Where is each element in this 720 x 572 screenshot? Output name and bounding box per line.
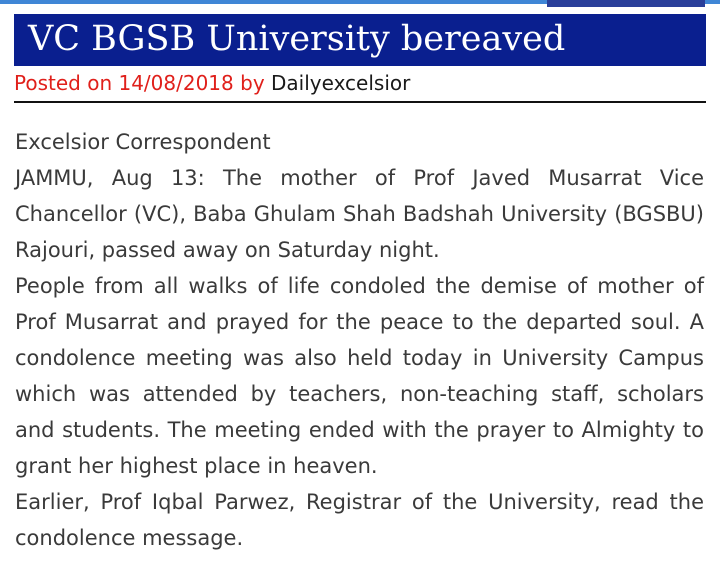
article-paragraph: JAMMU, Aug 13: The mother of Prof Javed Musarrat Vice Chancellor (VC), Baba Ghulam Shah Badshah University (BGSBU) Rajouri, passed away on Saturday night. — [15, 166, 704, 262]
top-menu-tab[interactable] — [547, 0, 705, 7]
title-banner — [14, 14, 706, 66]
page-title: VC BGSB University bereaved — [28, 19, 566, 59]
title-divider — [14, 101, 706, 103]
article-byline: Excelsior Correspondent — [15, 130, 271, 154]
post-date-link[interactable]: 14/08/2018 — [118, 71, 234, 95]
article-paragraph: People from all walks of life condoled the demise of mother of Prof Musarrat and prayed for the peace to the departed soul. A condolence meeting was also held today in University Campus which was attended by teachers, non-teaching staff, scholars and students. The meeting ended with the prayer to Almighty to grant her highest place in heaven. — [15, 274, 704, 478]
by-label: by — [240, 71, 265, 95]
posted-on-label: Posted on — [14, 71, 113, 95]
article-paragraph: Earlier, Prof Iqbal Parwez, Registrar of the University, read the condolence message. — [15, 490, 704, 550]
article-body — [15, 124, 704, 556]
author-link[interactable]: Dailyexcelsior — [271, 71, 411, 95]
post-meta — [14, 70, 706, 96]
